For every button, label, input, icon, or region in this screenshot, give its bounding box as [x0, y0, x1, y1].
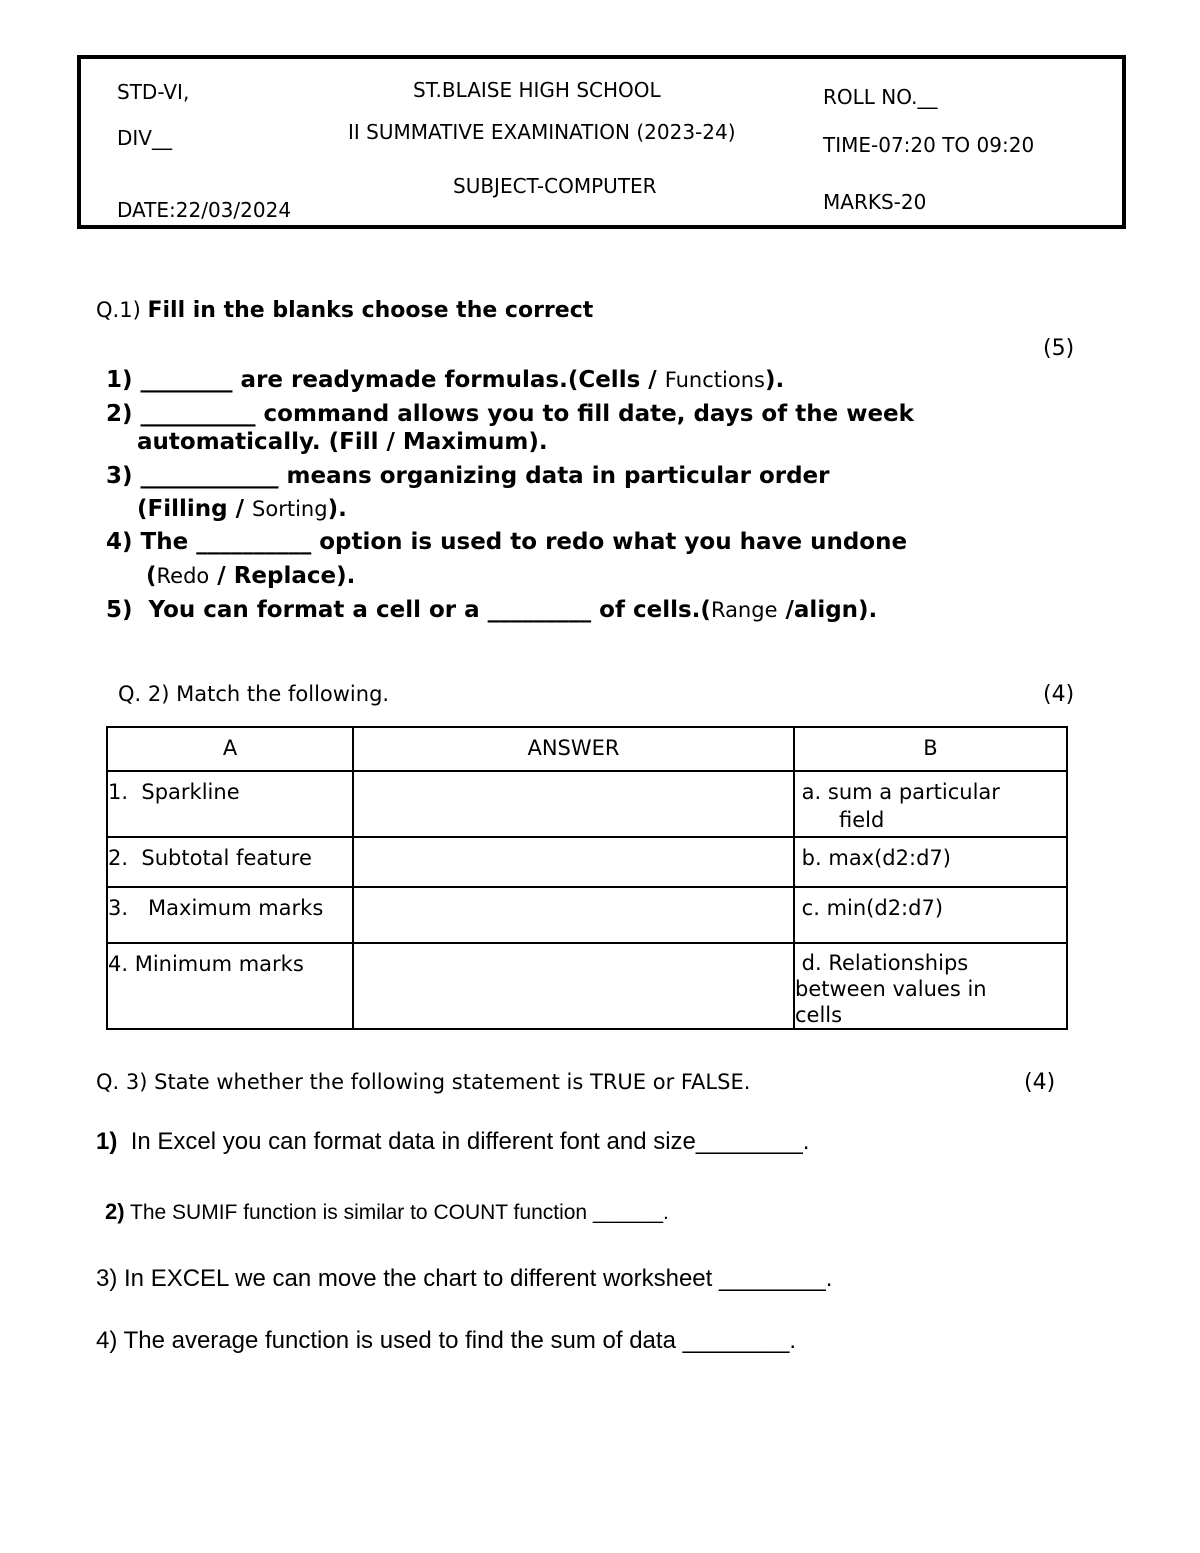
- q1-item-5: 5) You can format a cell or a _________ of cells.(Range /align).: [106, 597, 878, 623]
- column-answer-header: ANSWER: [353, 727, 794, 771]
- table-row: [107, 771, 1067, 837]
- q3-item-3: 3) In EXCEL we can move the chart to different worksheet ________.: [96, 1265, 833, 1292]
- q1-item-2: 2) __________ command allows you to fill date, days of the week: [106, 401, 914, 427]
- column-b-cell: a. sum a particular field: [794, 771, 1067, 837]
- column-b-cell: d. Relationships between values in cells: [794, 943, 1067, 1029]
- column-a-cell: 3. Maximum marks: [107, 887, 353, 943]
- column-a-cell: 1. Sparkline: [107, 771, 353, 837]
- column-b-cell: c. min(d2:d7): [794, 887, 1067, 943]
- column-b-cell: b. max(d2:d7): [794, 837, 1067, 887]
- answer-cell[interactable]: [353, 943, 794, 1029]
- q1-item-4: 4) The __________ option is used to redo what you have undone: [106, 529, 908, 555]
- q1-item-1: 1) ________ are readymade formulas.(Cells / Functions).: [106, 367, 785, 393]
- q1-marks: (5): [1043, 336, 1075, 361]
- school-name: ST.BLAISE HIGH SCHOOL: [413, 78, 661, 102]
- marks-label: MARKS-20: [823, 190, 927, 214]
- q3-item-4: 4) The average function is used to find the sum of data ________.: [96, 1327, 797, 1354]
- table-row: [107, 943, 1067, 1029]
- answer-cell[interactable]: [353, 837, 794, 887]
- exam-name: II SUMMATIVE EXAMINATION (2023-24): [348, 120, 736, 144]
- q1-item-3: 3) ____________ means organizing data in particular order: [106, 463, 830, 489]
- std-label: STD-VI,: [117, 80, 190, 104]
- answer-cell[interactable]: [353, 887, 794, 943]
- column-a-cell: 2. Subtotal feature: [107, 837, 353, 887]
- q3-title: Q. 3) State whether the following statement is TRUE or FALSE.: [96, 1070, 751, 1094]
- div-label: DIV__: [117, 126, 172, 150]
- table-row: [107, 887, 1067, 943]
- match-table: [106, 726, 1068, 1030]
- q3-item-2: 2) The SUMIF function is similar to COUNT function ______.: [105, 1199, 669, 1224]
- q1-title: Fill in the blanks choose the correct: [147, 298, 594, 323]
- q2-marks: (4): [1043, 682, 1075, 707]
- q1-label: Q.1): [96, 298, 141, 322]
- match-table-header: [107, 727, 1067, 771]
- subject-label: SUBJECT-COMPUTER: [453, 174, 657, 198]
- date-label: DATE:22/03/2024: [117, 198, 292, 222]
- answer-cell[interactable]: [353, 771, 794, 837]
- roll-label: ROLL NO.__: [823, 85, 938, 109]
- column-a-header: A: [107, 727, 353, 771]
- q3-marks: (4): [1024, 1070, 1056, 1095]
- q2-title: Q. 2) Match the following.: [118, 682, 390, 706]
- q1-item-4-line2: (Redo / Replace).: [146, 563, 356, 589]
- q1-item-3-line2: (Filling / Sorting).: [137, 496, 347, 522]
- table-row: [107, 837, 1067, 887]
- q3-item-1: 1) In Excel you can format data in different font and size________.: [96, 1128, 810, 1155]
- time-label: TIME-07:20 TO 09:20: [823, 133, 1035, 157]
- q1-heading: [96, 298, 593, 323]
- column-b-header: B: [794, 727, 1067, 771]
- q1-item-2-line2: automatically. (Fill / Maximum).: [137, 429, 548, 455]
- column-a-cell: 4. Minimum marks: [107, 943, 353, 1029]
